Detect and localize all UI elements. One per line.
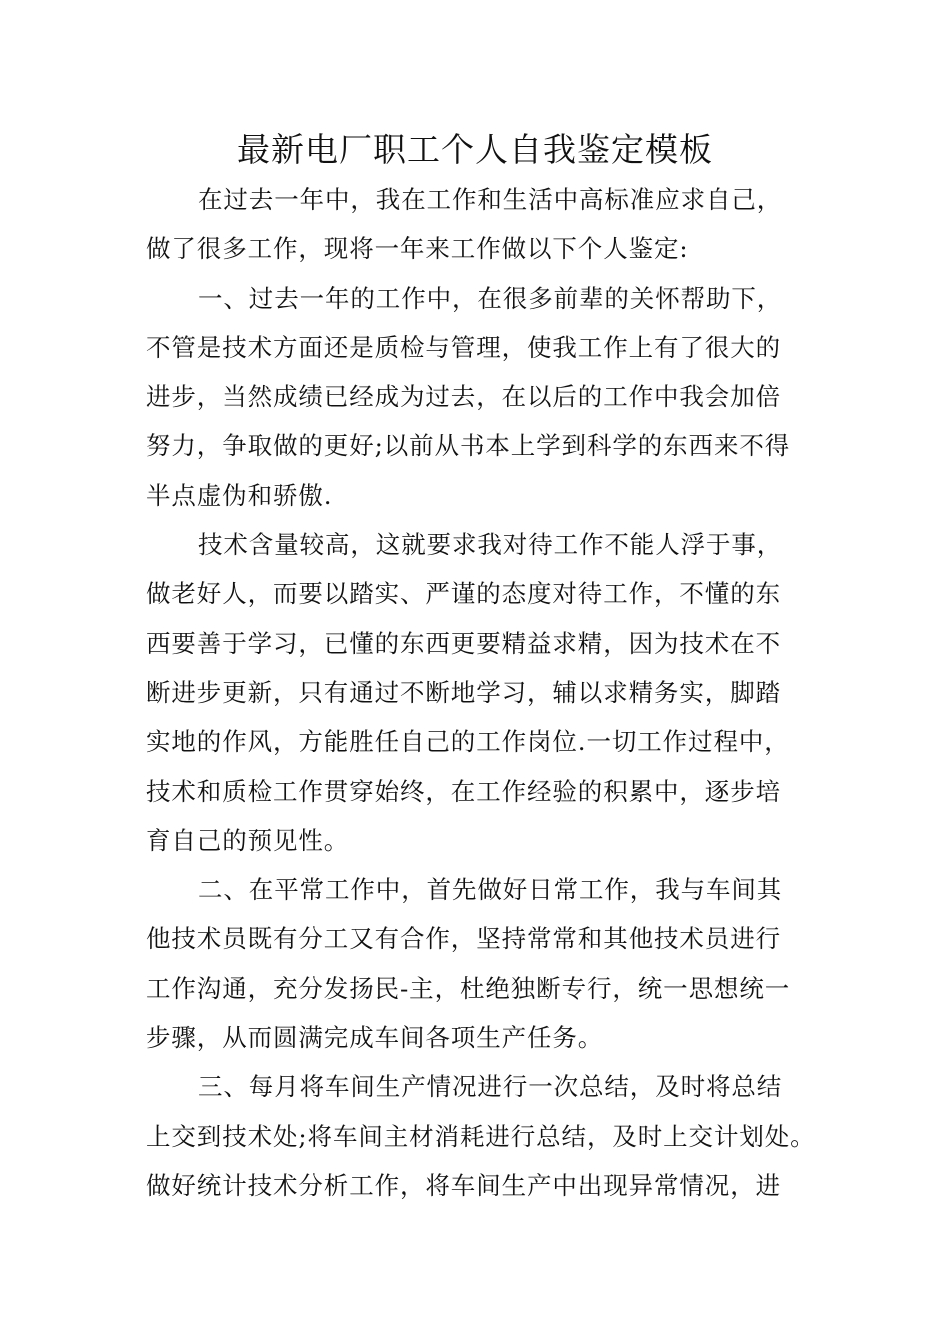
text-line: 西要善于学习，已懂的东西更要精益求精，因为技术在不: [146, 628, 781, 658]
text-line: 育自己的预见性。: [146, 825, 350, 855]
text-line: 上交到技术处;将车间主材消耗进行总结，及时上交计划处。: [146, 1121, 816, 1151]
text-line: 技术含量较高，这就要求我对待工作不能人浮于事，: [198, 530, 783, 560]
document-title: 最新电厂职工个人自我鉴定模板: [237, 130, 713, 169]
text-line: 步骤，从而圆满完成车间各项生产任务。: [146, 1023, 604, 1053]
text-line: 不管是技术方面还是质检与管理，使我工作上有了很大的: [146, 332, 781, 362]
text-line: 努力，争取做的更好;以前从书本上学到科学的东西来不得: [146, 431, 791, 461]
text-line: 实地的作风，方能胜任自己的工作岗位.一切工作过程中，: [146, 727, 790, 757]
text-line: 做好统计技术分析工作，将车间生产中出现异常情况，进: [146, 1170, 781, 1200]
text-line: 二、在平常工作中，首先做好日常工作，我与车间其: [198, 875, 783, 905]
text-line: 三、每月将车间生产情况进行一次总结，及时将总结: [198, 1072, 783, 1102]
text-line: 进步，当然成绩已经成为过去，在以后的工作中我会加倍: [146, 382, 781, 412]
text-line: 断进步更新，只有通过不断地学习，辅以求精务实，脚踏: [146, 677, 781, 707]
text-line: 一、过去一年的工作中，在很多前辈的关怀帮助下，: [198, 283, 783, 313]
text-line: 技术和质检工作贯穿始终，在工作经验的积累中，逐步培: [146, 776, 781, 806]
text-line: 做老好人，而要以踏实、严谨的态度对待工作，不懂的东: [146, 579, 781, 609]
text-line: 他技术员既有分工又有合作，坚持常常和其他技术员进行: [146, 924, 781, 954]
text-line: 半点虚伪和骄傲.: [146, 480, 333, 510]
text-line: 在过去一年中，我在工作和生活中高标准应求自己，: [198, 185, 783, 214]
document-body: [146, 175, 816, 1210]
text-line: 做了很多工作，现将一年来工作做以下个人鉴定:: [146, 234, 689, 264]
text-line: 工作沟通，充分发扬民-主，杜绝独断专行，统一思想统一: [146, 973, 791, 1003]
